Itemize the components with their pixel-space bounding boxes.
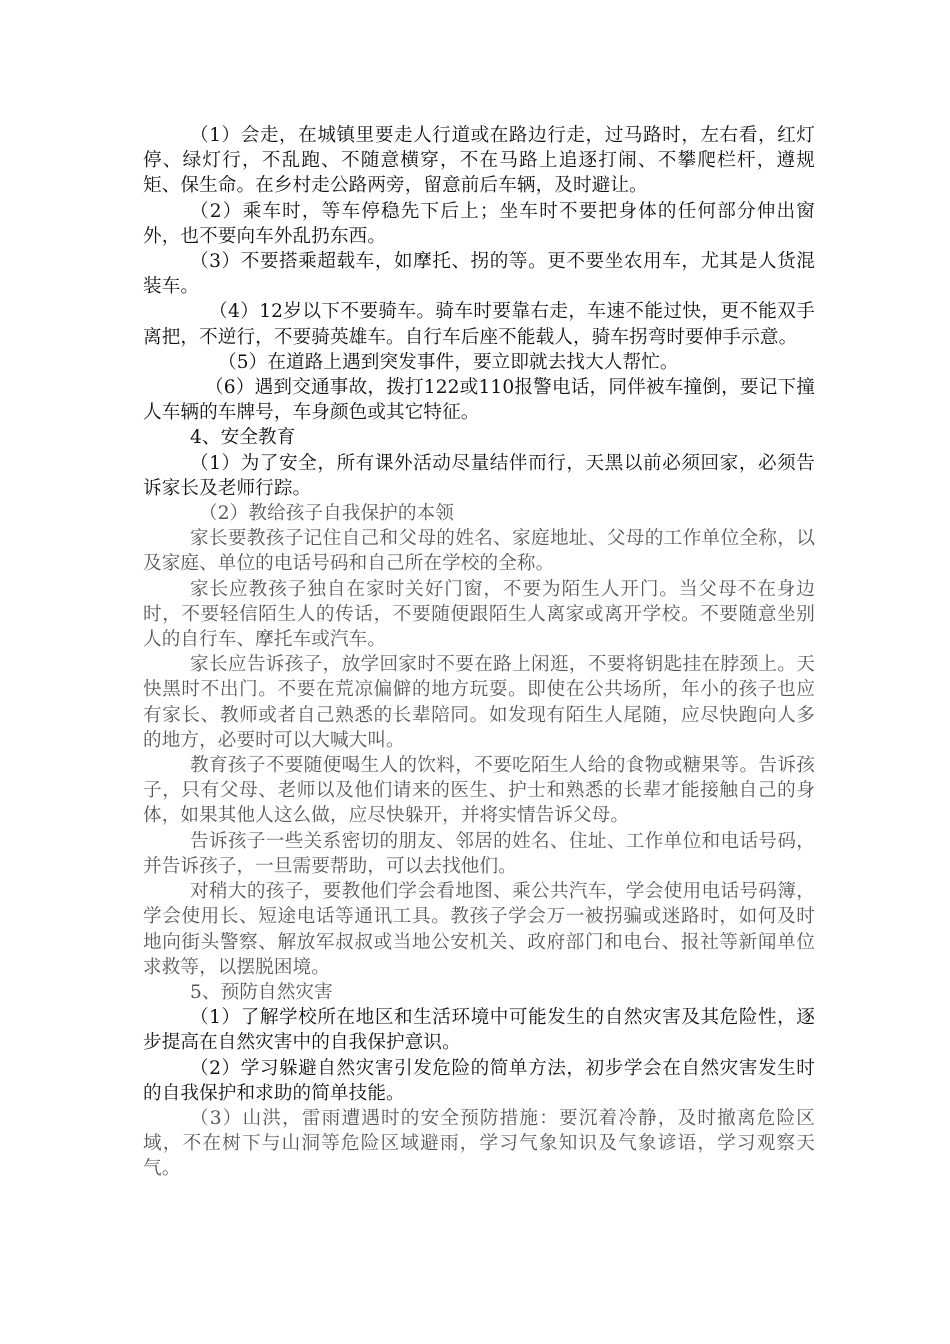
paragraph-disaster-1: （1）了解学校所在地区和生活环境中可能发生的自然灾害及其危险性，逐步提高在自然灾害中的自我保护意识。 — [143, 1007, 815, 1054]
paragraph-traffic-1: （1）会走，在城镇里要走人行道或在路边行走，过马路时，左右看，红灯停、绿灯行，不乱跑、不随意横穿，不在马路上追逐打闹、不攀爬栏杆，遵规矩、保生命。在乡村走公路两旁，留意前后车辆，及时避让。 — [143, 125, 815, 197]
paragraph-safety-names: 家长要教孩子记住自己和父母的姓名、家庭地址、父母的工作单位全称，以及家庭、单位的电话号码和自己所在学校的全称。 — [143, 528, 815, 575]
paragraph-safety-contacts: 告诉孩子一些关系密切的朋友、邻居的姓名、住址、工作单位和电话号码，并告诉孩子，一旦需要帮助，可以去找他们。 — [143, 830, 815, 877]
paragraph-traffic-6: （6）遇到交通事故，拨打122或110报警电话，同伴被车撞倒，要记下撞人车辆的车牌号，车身颜色或其它特征。 — [143, 377, 815, 424]
paragraph-safety-2: （2）教给孩子自我保护的本领 — [199, 503, 454, 525]
paragraph-safety-home-alone: 家长应教孩子独自在家时关好门窗，不要为陌生人开门。当父母不在身边时，不要轻信陌生人的传话，不要随便跟陌生人离家或离开学校。不要随意坐别人的自行车、摩托车或汽车。 — [143, 578, 815, 651]
section-heading-safety-education: 4、安全教育 — [190, 427, 296, 449]
paragraph-safety-strangers: 教育孩子不要随便喝生人的饮料，不要吃陌生人给的食物或糖果等。告诉孩子，只有父母、老师以及他们请来的医生、护士和熟悉的长辈才能接触自己的身体，如果其他人这么做，应尽快躲开，并将实情告诉父母。 — [143, 755, 815, 827]
paragraph-disaster-2: （2）学习躲避自然灾害引发危险的简单方法，初步学会在自然灾害发生时的自我保护和求助的简单技能。 — [143, 1057, 815, 1104]
section-heading-natural-disasters: 5、预防自然灾害 — [190, 981, 333, 1003]
paragraph-safety-older-children: 对稍大的孩子，要教他们学会看地图、乘公共汽车，学会使用电话号码簿，学会使用长、短途电话等通讯工具。教孩子学会万一被拐骗或迷路时，如何及时地向街头警察、解放军叔叔或当地公安机关、政府部门和电台、报社等新闻单位求救等，以摆脱困境。 — [143, 881, 815, 978]
paragraph-disaster-3: （3）山洪，雷雨遭遇时的安全预防措施：要沉着冷静，及时撤离危险区域，不在树下与山洞等危险区域避雨，学习气象知识及气象谚语，学习观察天气。 — [143, 1107, 815, 1180]
paragraph-safety-1: （1）为了安全，所有课外活动尽量结伴而行，天黑以前必须回家，必须告诉家长及老师行踪。 — [143, 452, 815, 499]
paragraph-traffic-3: （3）不要搭乘超载车，如摩托、拐的等。更不要坐农用车，尤其是人货混装车。 — [143, 251, 815, 298]
paragraph-traffic-5: （5）在道路上遇到突发事件，要立即就去找大人帮忙。 — [218, 351, 679, 373]
paragraph-traffic-4: （4）12岁以下不要骑车。骑车时要靠右走，车速不能过快，更不能双手离把，不逆行，不要骑英雄车。自行车后座不能载人，骑车拐弯时要伸手示意。 — [143, 301, 815, 348]
document-body — [143, 123, 815, 1182]
paragraph-safety-after-school: 家长应告诉孩子，放学回家时不要在路上闲逛，不要将钥匙挂在脖颈上。天快黑时不出门。不要在荒凉偏僻的地方玩耍。即使在公共场所，年小的孩子也应有家长、教师或者自己熟悉的长辈陪同。如发现有陌生人尾随，应尽快跑向人多的地方，必要时可以大喊大叫。 — [143, 654, 815, 751]
paragraph-traffic-2: （2）乘车时，等车停稳先下后上；坐车时不要把身体的任何部分伸出窗外，也不要向车外乱扔东西。 — [143, 200, 815, 247]
